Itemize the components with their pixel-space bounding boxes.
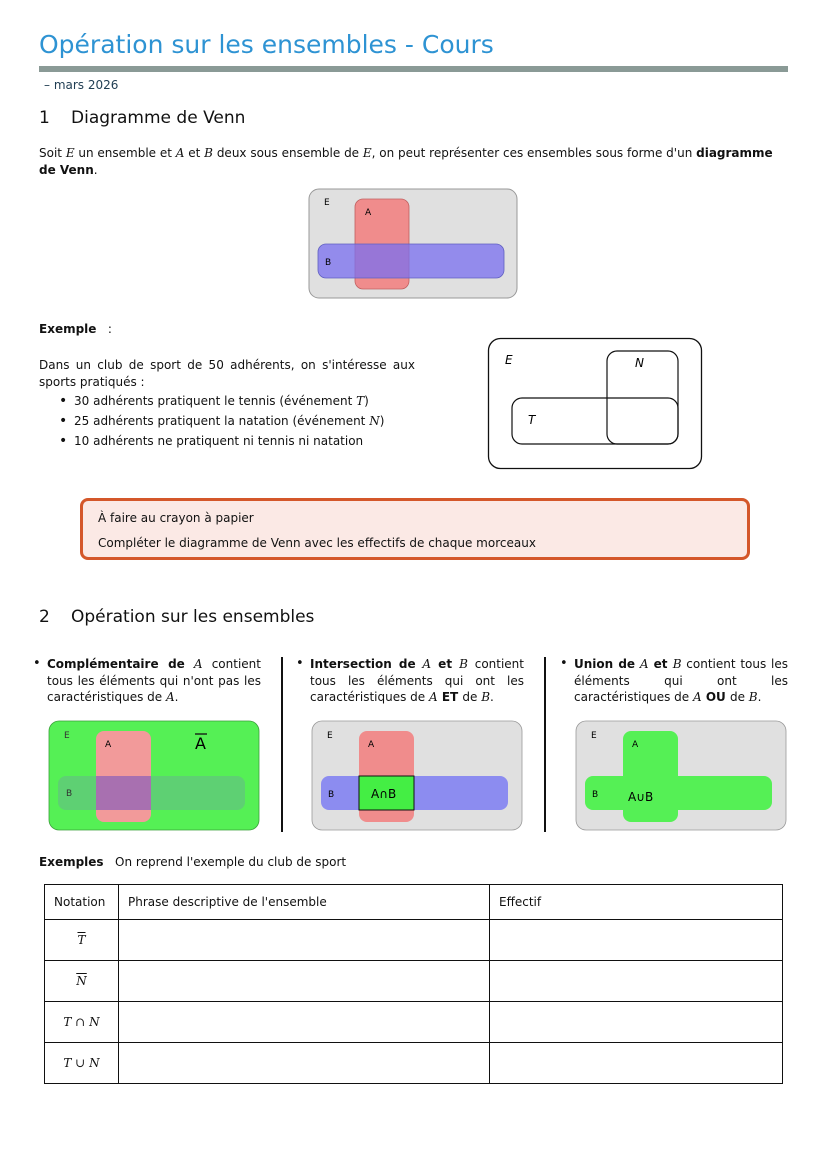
svg-text:B: B bbox=[592, 790, 599, 800]
venn-label-e: E bbox=[324, 198, 330, 208]
section-2-heading bbox=[39, 607, 314, 627]
venn-club-label-t: T bbox=[528, 413, 536, 427]
table-row bbox=[45, 961, 783, 1002]
task-box bbox=[80, 498, 750, 560]
description-cell[interactable] bbox=[119, 961, 490, 1002]
notation-cell: $\overline{N}$ bbox=[76, 974, 87, 988]
svg-text:E: E bbox=[591, 731, 597, 741]
svg-text:B: B bbox=[328, 790, 335, 800]
description-cell[interactable] bbox=[119, 920, 490, 961]
notation-cell: $\overline{T}$ bbox=[77, 933, 86, 947]
complement-label: A bbox=[195, 734, 206, 753]
venn-diagram-club bbox=[487, 337, 705, 471]
svg-text:A: A bbox=[368, 740, 375, 750]
task-box-content: Compléter le diagramme de Venn avec les effectifs de chaque morceaux bbox=[98, 536, 536, 550]
table-row bbox=[45, 1043, 783, 1084]
section-title: Diagramme de Venn bbox=[71, 108, 246, 128]
description-cell[interactable] bbox=[119, 1002, 490, 1043]
col-intersection: • Intersection de A et B contient tous les éléments qui ont les caractéristiques de A ET de B. bbox=[296, 656, 524, 704]
table-header: Effectif bbox=[490, 885, 783, 920]
svg-text:B: B bbox=[66, 789, 73, 799]
section-number: 1 bbox=[39, 108, 50, 128]
venn-complement bbox=[48, 720, 261, 832]
col-union: • Union de A et B contient tous les éléments qui ont les caractéristiques de A OU de B. bbox=[560, 656, 789, 704]
example-text: Dans un club de sport de 50 adhérents, on s'intéresse aux sports pratiqués : • 30 adhérents pratiquent le tennis (événement T) • 25 adhérents pratiquent la natation (événement N) • 10 adhérents ne pratiquent ni tennis ni natation bbox=[39, 357, 415, 451]
notation-cell: T ∩ N bbox=[63, 1015, 100, 1029]
count-cell[interactable] bbox=[490, 1002, 783, 1043]
venn-union bbox=[575, 720, 788, 832]
venn-club-label-e: E bbox=[505, 353, 513, 367]
count-cell[interactable] bbox=[490, 961, 783, 1002]
svg-text:E: E bbox=[64, 731, 70, 741]
list-item: • 30 adhérents pratiquent le tennis (événement T) bbox=[39, 391, 415, 411]
column-divider bbox=[544, 657, 546, 832]
venn-diagram-intro bbox=[308, 188, 520, 300]
column-divider bbox=[281, 657, 283, 832]
notation-table bbox=[44, 884, 783, 1084]
list-item: • 10 adhérents ne pratiquent ni tennis ni natation bbox=[39, 431, 415, 451]
description-cell[interactable] bbox=[119, 1043, 490, 1084]
count-cell[interactable] bbox=[490, 920, 783, 961]
table-header-row bbox=[45, 885, 783, 920]
svg-text:A: A bbox=[105, 740, 112, 750]
table-header: Phrase descriptive de l'ensemble bbox=[119, 885, 490, 920]
table-row bbox=[45, 920, 783, 961]
count-cell[interactable] bbox=[490, 1043, 783, 1084]
venn-label-b: B bbox=[325, 258, 332, 268]
venn-label-a: A bbox=[365, 208, 372, 218]
task-box-title: À faire au crayon à papier bbox=[98, 511, 254, 525]
section-1-intro: Soit E un ensemble et A et B deux sous ensemble de E, on peut représenter ces ensembles sous forme d'un diagramme de Venn. bbox=[39, 146, 773, 177]
col-complement: • Complémentaire de A contient tous les éléments qui n'ont pas les caractéristiques de A. bbox=[33, 656, 261, 704]
section-1-heading bbox=[39, 108, 245, 128]
svg-text:A: A bbox=[632, 740, 639, 750]
example-label: Exemple : bbox=[39, 322, 112, 336]
page-date: – mars 2026 bbox=[44, 78, 119, 92]
examples-label: Exemples On reprend l'exemple du club de sport bbox=[39, 855, 347, 869]
svg-text:E: E bbox=[327, 731, 333, 741]
venn-club-label-n: N bbox=[635, 356, 644, 370]
section-number: 2 bbox=[39, 607, 50, 627]
section-title: Opération sur les ensembles bbox=[71, 607, 315, 627]
union-label: A∪B bbox=[628, 790, 654, 804]
example-list bbox=[39, 391, 415, 451]
venn-intersection bbox=[311, 720, 524, 832]
title-rule bbox=[39, 66, 788, 72]
page-title: Opération sur les ensembles - Cours bbox=[39, 30, 494, 59]
list-item: • 25 adhérents pratiquent la natation (événement N) bbox=[39, 411, 415, 431]
intersection-label: A∩B bbox=[371, 787, 397, 801]
notation-cell: T ∪ N bbox=[63, 1056, 100, 1070]
table-header: Notation bbox=[45, 885, 119, 920]
table-row bbox=[45, 1002, 783, 1043]
